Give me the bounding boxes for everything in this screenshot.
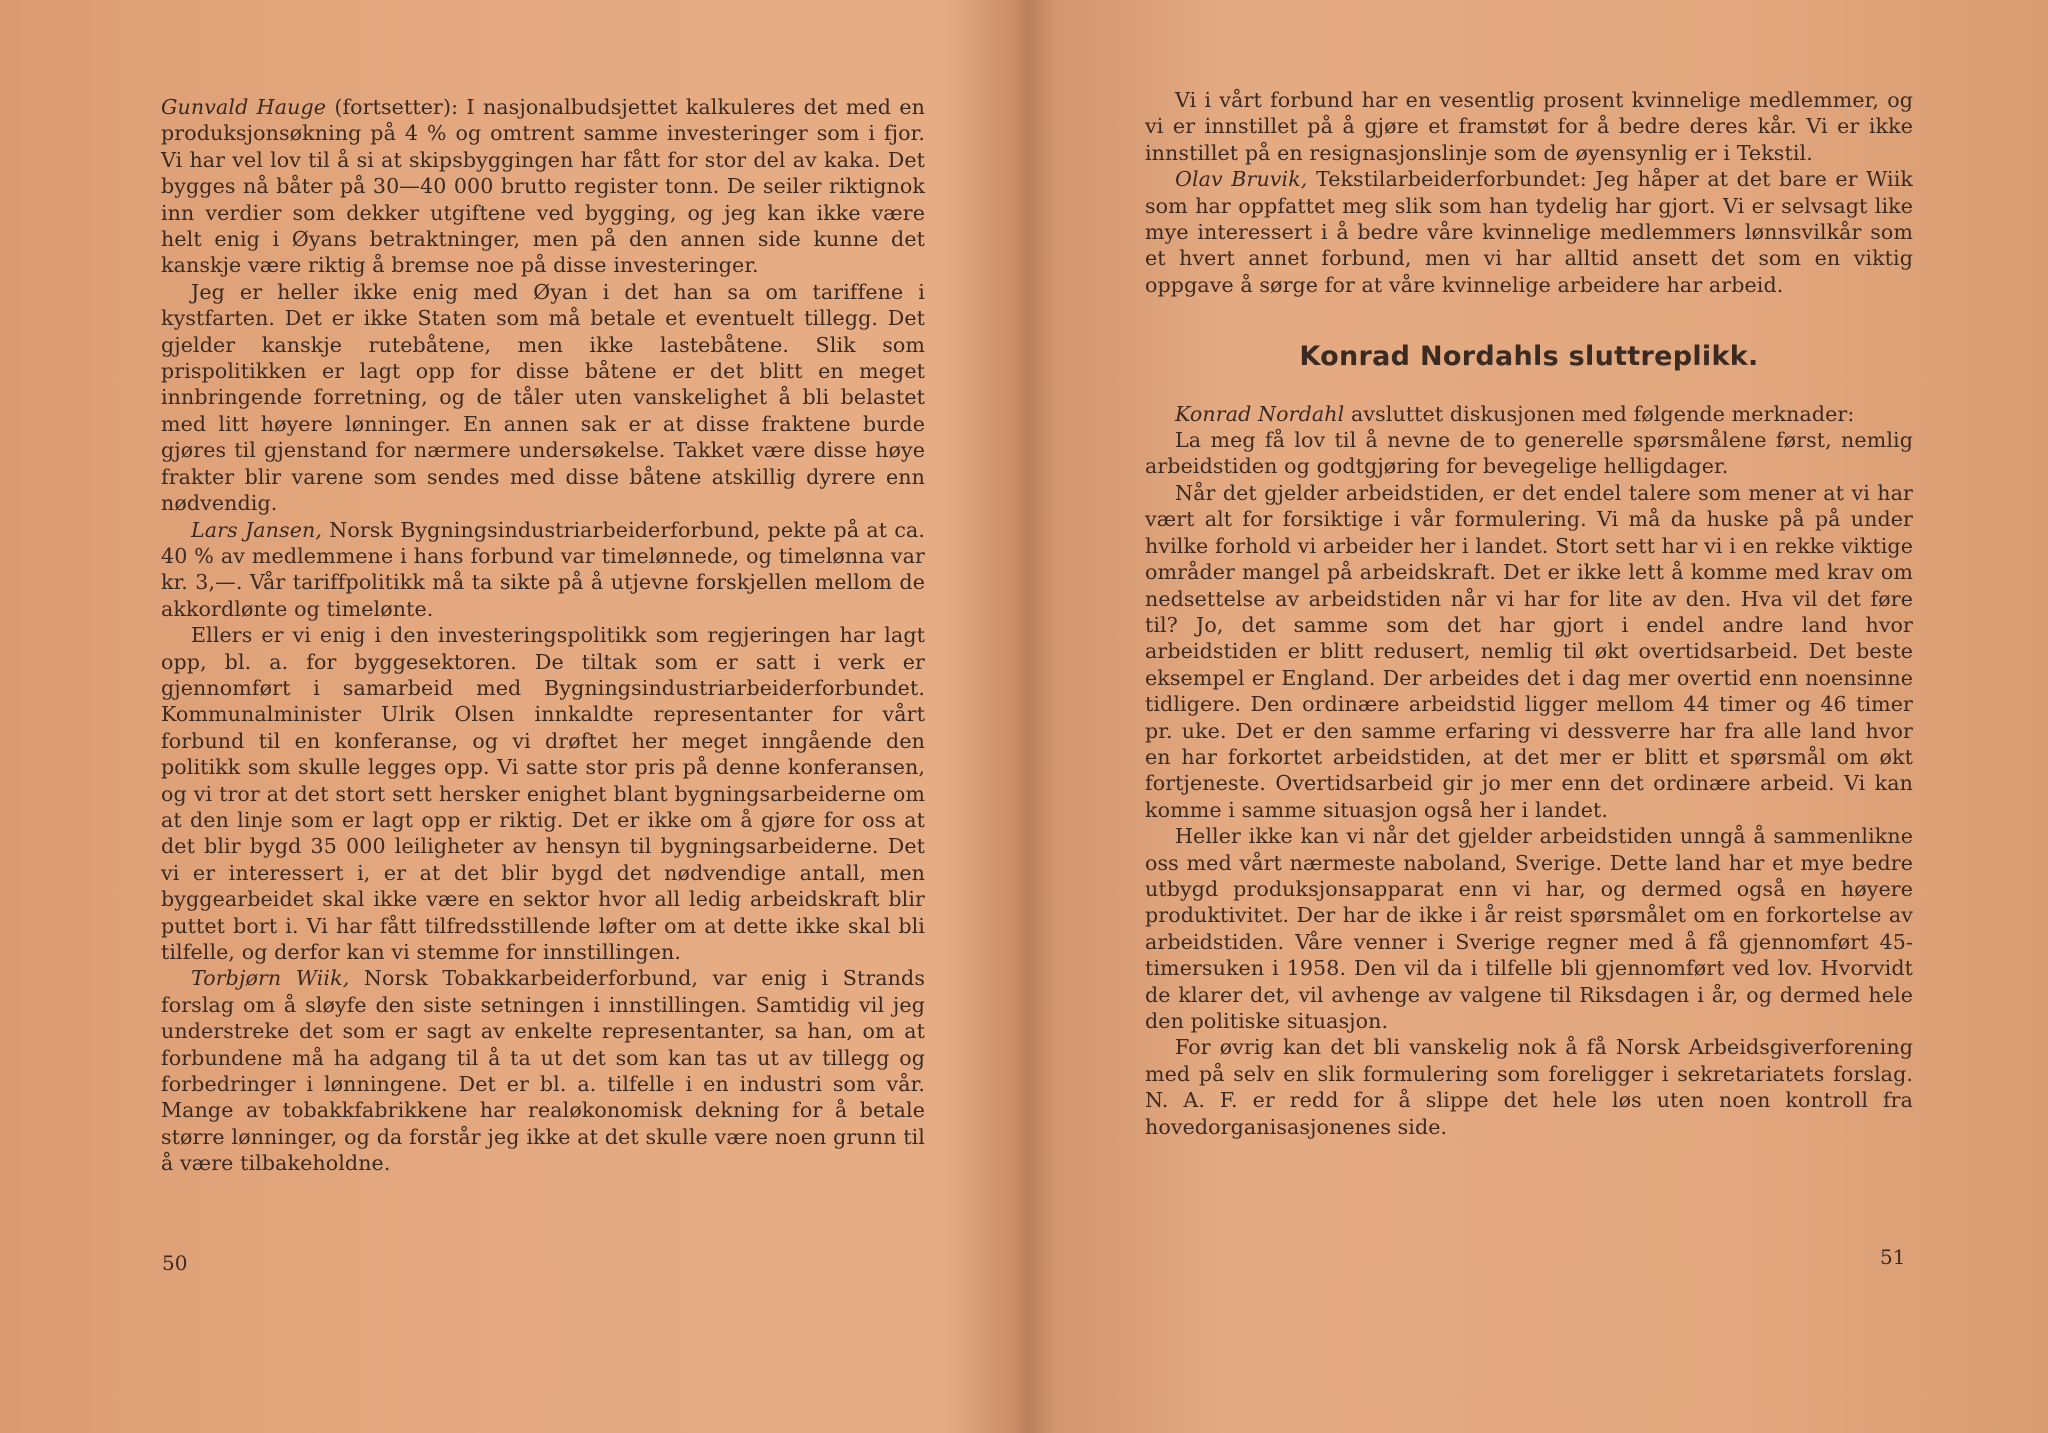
paragraph <box>161 279 925 517</box>
paragraph <box>1145 401 1913 427</box>
paragraph-text: avsluttet diskusjonen med følgende merknader: <box>1344 401 1855 426</box>
paragraph-text: Norsk Bygningsindustriarbeiderforbund, pekte på at ca. 40 % av medlemmene i hans forbund var timelønnede, og timelønna var kr. 3,—. Vår tariffpolitikk må ta sikte på å utjevne forskjellen mellom de akkordlønte og timelønte. <box>161 517 925 621</box>
speaker-name: Lars Jansen, <box>191 517 323 542</box>
paragraph-text: Når det gjelder arbeidstiden, er det endel talere som mener at vi har vært alt for forsiktige i vår formulering. Vi må da huske på på under hvilke forhold vi arbeider her i landet. Stort sett har vi i en rekke viktige områder mangel på arbeidskraft. Det er ikke lett å komme med krav om nedsettelse av arbeidstiden når vi har for lite av den. Hva vil det føre til? Jo, det samme som det har gjort i endel andre land hvor arbeidstiden er blitt redusert, nemlig til økt overtidsarbeid. Det beste eksempel er England. Der arbeides det i dag mer overtid enn noensinne tidligere. Den ordinære arbeidstid ligger mellom 44 timer og 46 timer pr. uke. Det er den samme erfaring vi dessverre har fra alle land hvor en har forkortet arbeidstiden, at det mer er blitt et spørsmål om økt fortjeneste. Overtidsarbeid gir jo mer enn det ordinære arbeid. Vi kan komme i samme situasjon også her i landet. <box>1145 480 1913 822</box>
paragraph <box>1145 87 1913 166</box>
left-page <box>0 0 1016 1433</box>
paragraph-text: Tekstilarbeiderforbundet: Jeg håper at det bare er Wiik som har oppfattet meg slik som han tydelig har gjort. Vi er selvsagt like mye interessert i å bedre våre kvinnelige medlemmers lønnsvilkår som et hvert annet forbund, men vi har alltid ansett det som en viktig oppgave å sørge for at våre kvinnelige arbeidere har arbeid. <box>1145 167 1913 297</box>
speaker-name: Olav Bruvik, <box>1175 167 1308 192</box>
speaker-name: Gunvald Hauge <box>161 95 327 119</box>
paragraph <box>161 94 925 279</box>
paragraph-text: Heller ikke kan vi når det gjelder arbeidstiden unngå å sammenlikne oss med vårt nærmeste naboland, Sverige. Dette land har et mye bedre utbygd produksjonsapparat enn vi har, og dermed også en høyere produktivitet. Der har de ikke i år reist spørsmålet om en forkortelse av arbeidstiden. Våre venner i Sverige regner med å få gjennomført 45-timersuken i 1958. Den vil da i tilfelle bli gjennomført ved lov. Hvorvidt de klarer det, vil avhenge av valgene til Riksdagen i år, og dermed hele den politiske situasjon. <box>1145 824 1913 1033</box>
paragraph-text: (fortsetter): I nasjonalbudsjettet kalkuleres det med en produksjonsøkning på 4 % og omtrent samme investeringer som i fjor. Vi har vel lov til å si at skipsbyggingen har fått for stor del av kaka. Det bygges nå båter på 30—40 000 brutto register tonn. De seiler riktignok inn verdier som dekker utgiftene ved bygging, og jeg kan ikke være helt enig i Øyans betraktninger, men på den annen side kunne det kanskje være riktig å bremse noe på disse investeringer. <box>161 95 925 278</box>
paragraph-text: Jeg er heller ikke enig med Øyan i det han sa om tariffene i kystfarten. Det er ikke Staten som må betale et eventuelt tillegg. Det gjelder kanskje rutebåtene, men ikke lastebåtene. Slik som prispolitikken er lagt opp for disse båtene er det blitt en meget innbringende forretning, og de tåler uten vanskelighet å bli belastet med litt høyere lønninger. En annen sak er at disse fraktene burde gjøres til gjenstand for nærmere undersøkelse. Takket være disse høye frakter blir varene som sendes med disse båtene atskillig dyrere enn nødvendig. <box>161 279 925 516</box>
paragraph-text: Norsk Tobakkarbeiderforbund, var enig i Strands forslag om å sløyfe den siste setningen i innstillingen. Samtidig vil jeg understreke det som er sagt av enkelte representanter, sa han, om at forbundene må ha adgang til å ta ut det som kan tas ut av tillegg og forbedringer i lønningene. Det er bl. a. tilfelle i en industri som vår. Mange av tobakkfabrikkene har realøkonomisk dekning for å betale større lønninger, og da forstår jeg ikke at det skulle være noen grunn til å være tilbakeholdne. <box>161 966 925 1176</box>
paragraph <box>1145 823 1913 1034</box>
paragraph <box>1145 1034 1913 1140</box>
paragraph <box>1145 427 1913 480</box>
page-number: 51 <box>1880 1245 1906 1269</box>
paragraph <box>161 965 925 1176</box>
paragraph-text: La meg få lov til å nevne de to generelle spørsmålene først, nemlig arbeidstiden og godtgjøring for bevegelige helligdager. <box>1145 428 1913 479</box>
section-heading: Konrad Nordahls sluttreplikk. <box>1299 341 1759 373</box>
left-page-text <box>161 94 925 1177</box>
paragraph <box>161 517 925 623</box>
speaker-name: Torbjørn Wiik, <box>191 966 350 991</box>
paragraph-text: Vi i vårt forbund har en vesentlig prosent kvinnelige medlemmer, og vi er innstillet på å gjøre et framstøt for å bedre deres kår. Vi er ikke innstillet på en resignasjonslinje som de øyensynlig er i Tekstil. <box>1145 88 1913 165</box>
page-number: 50 <box>162 1251 188 1275</box>
paragraph <box>1145 480 1913 823</box>
right-page <box>1016 0 2048 1433</box>
right-page-text <box>1145 87 1913 1140</box>
paragraph <box>1145 166 1913 298</box>
paragraph-text: Ellers er vi enig i den investeringspolitikk som regjeringen har lagt opp, bl. a. for byggesektoren. De tiltak som er satt i verk er gjennomført i samarbeid med Bygningsindustriarbeiderforbundet. Kommunalminister Ulrik Olsen innkaldte representanter for vårt forbund til en konferanse, og vi drøftet her meget inngående den politikk som skulle legges opp. Vi satte stor pris på denne konferansen, og vi tror at det stort sett hersker enighet blant bygningsarbeiderne om at den linje som er lagt opp er riktig. Det er ikke om å gjøre for oss at det blir bygd 35 000 leiligheter av hensyn til bygningsarbeiderne. Det vi er interessert i, er at det blir bygd det nødvendige antall, men byggearbeidet skal ikke være en sektor hvor all ledig arbeidskraft blir puttet bort i. Vi har fått tilfredsstillende løfter om at dette ikke skal bli tilfelle, og derfor kan vi stemme for innstillingen. <box>161 623 925 964</box>
paragraph <box>161 622 925 965</box>
paragraph-text: For øvrig kan det bli vanskelig nok å få Norsk Arbeidsgiverforening med på selv en slik formulering som foreligger i sekretariatets forslag. N. A. F. er redd for å slippe det hele løs uten noen kontroll fra hovedorganisasjonenes side. <box>1145 1035 1913 1139</box>
speaker-name: Konrad Nordahl <box>1175 401 1345 426</box>
